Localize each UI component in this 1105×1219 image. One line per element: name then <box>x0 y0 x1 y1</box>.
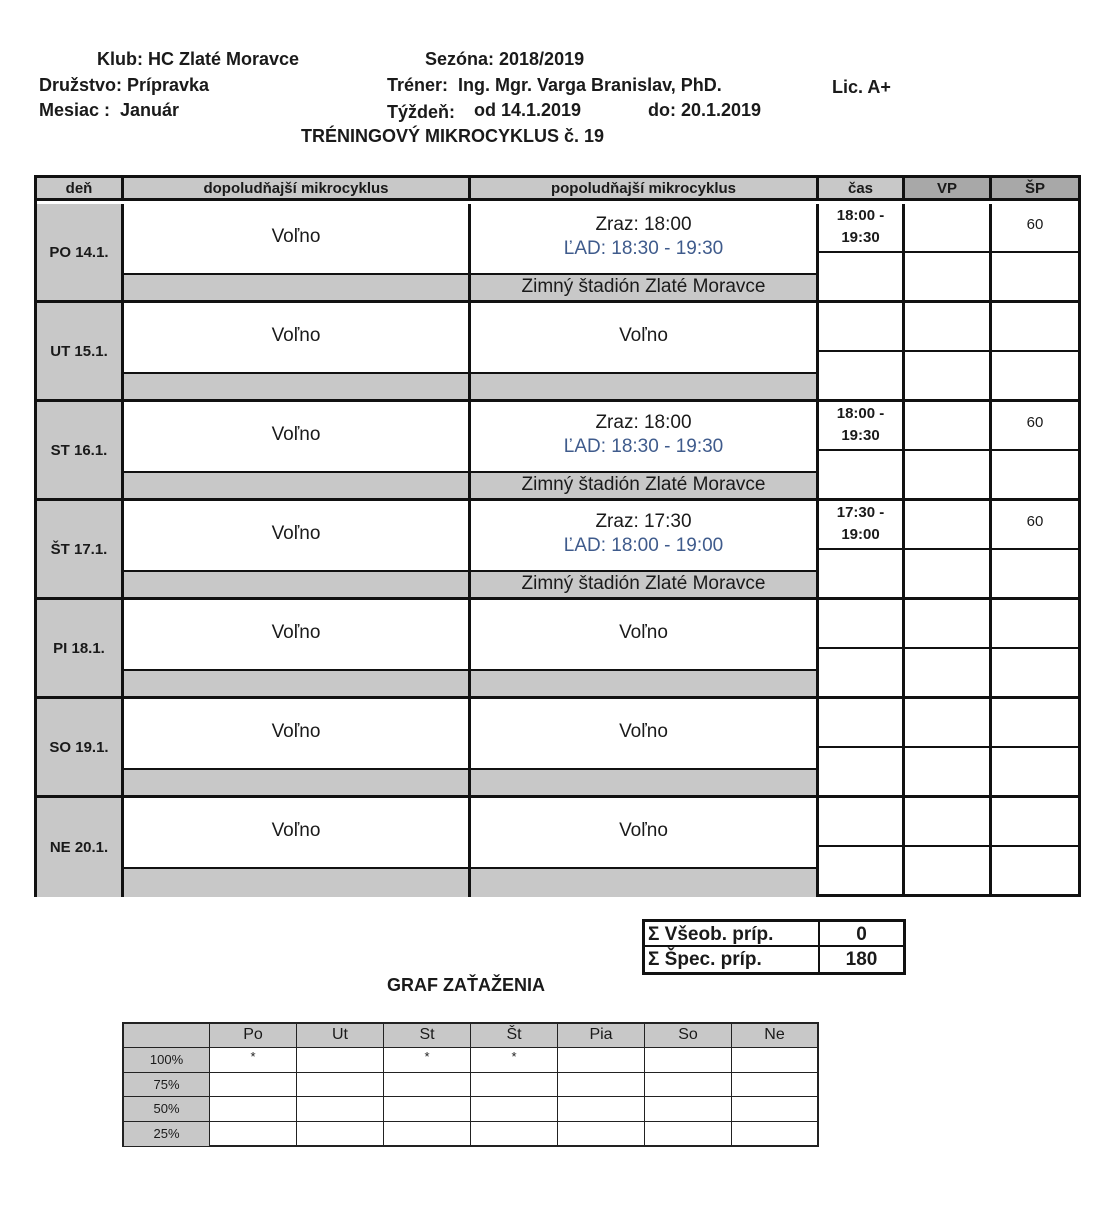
row-cell-time-lower <box>819 748 905 798</box>
graph-mark <box>732 1073 817 1098</box>
row-cell-time <box>819 303 905 352</box>
col-head-vp: VP <box>905 178 992 201</box>
time-start: 18:00 - <box>836 207 885 224</box>
graph-mark: * <box>210 1048 297 1073</box>
team: Družstvo: Prípravka <box>39 75 210 95</box>
afternoon-meet-time: Zraz: 17:30 <box>595 511 692 532</box>
row-cell-time-lower <box>819 649 905 699</box>
row-cell-sp <box>992 303 1078 352</box>
morning-strip <box>124 770 471 798</box>
row-cell-time-lower <box>819 451 905 501</box>
afternoon-place: Zimný štadión Zlaté Moravce <box>471 275 819 303</box>
row-cell-time <box>819 600 905 649</box>
morning-activity: Voľno <box>124 501 471 572</box>
row-cell-sp: 60 <box>992 402 1078 451</box>
morning-activity: Voľno <box>124 303 471 374</box>
row-cell-sp <box>992 798 1078 847</box>
graph-mark <box>645 1048 732 1073</box>
morning-strip <box>124 473 471 501</box>
time-end: 19:00 <box>841 526 880 543</box>
club-name: Klub: HC Zlaté Moravce <box>97 49 300 69</box>
graph-mark <box>384 1073 471 1098</box>
col-head-sp: ŠP <box>992 178 1078 201</box>
afternoon-meet-time: Zraz: 18:00 <box>595 214 692 235</box>
sums-table <box>642 919 906 975</box>
row-cell-time <box>819 798 905 847</box>
day-name: ST 16.1. <box>37 402 124 501</box>
graph-mark <box>471 1097 558 1122</box>
coach: Tréner: Ing. Mgr. Varga Branislav, PhD. <box>387 75 722 95</box>
row-cell-vp <box>905 501 992 550</box>
general-prep-label: Σ Všeob. príp. <box>645 922 820 947</box>
row-cell-vp <box>905 699 992 748</box>
afternoon-activity <box>471 501 819 572</box>
row-cell-vp-lower <box>905 649 992 699</box>
row-cell-time <box>819 402 905 451</box>
graph-day-header: Po <box>210 1024 297 1048</box>
afternoon-ice-time: ĽAD: 18:30 - 19:30 <box>563 436 724 457</box>
row-cell-vp-lower <box>905 352 992 402</box>
day-name: PO 14.1. <box>37 204 124 303</box>
graph-mark <box>732 1122 817 1147</box>
day-name: SO 19.1. <box>37 699 124 798</box>
row-cell-time-lower <box>819 352 905 402</box>
graph-mark <box>732 1097 817 1122</box>
afternoon-activity <box>471 303 819 374</box>
afternoon-meet-time: Zraz: 18:00 <box>595 412 692 433</box>
week-label: Týždeň: <box>387 102 456 122</box>
graph-mark <box>645 1073 732 1098</box>
graph-level-label: 25% <box>124 1122 210 1147</box>
afternoon-activity <box>471 600 819 671</box>
row-cell-vp <box>905 600 992 649</box>
graph-day-header: Ne <box>732 1024 817 1048</box>
row-cell-sp: 60 <box>992 204 1078 253</box>
row-cell-sp-lower <box>992 748 1078 798</box>
row-cell-vp <box>905 402 992 451</box>
graph-mark <box>384 1097 471 1122</box>
row-cell-time <box>819 204 905 253</box>
graph-mark <box>558 1073 645 1098</box>
load-graph-table <box>122 1022 819 1147</box>
graph-day-header: Pia <box>558 1024 645 1048</box>
special-prep-label: Σ Špec. príp. <box>645 947 820 972</box>
row-cell-time-lower <box>819 550 905 600</box>
week-from: od 14.1.2019 <box>474 100 582 120</box>
morning-activity: Voľno <box>124 402 471 473</box>
afternoon-place <box>471 770 819 798</box>
morning-activity: Voľno <box>124 600 471 671</box>
afternoon-place <box>471 374 819 402</box>
row-cell-vp-lower <box>905 451 992 501</box>
graph-corner <box>124 1024 210 1048</box>
row-cell-sp-lower <box>992 451 1078 501</box>
graph-mark <box>297 1048 384 1073</box>
graph-level-label: 75% <box>124 1073 210 1098</box>
license: Lic. A+ <box>832 77 891 97</box>
afternoon-ice-time: ĽAD: 18:00 - 19:00 <box>563 535 724 556</box>
afternoon-activity <box>471 402 819 473</box>
graph-mark <box>384 1122 471 1147</box>
afternoon-activity <box>471 699 819 770</box>
time-start: 17:30 - <box>836 504 885 521</box>
morning-strip <box>124 671 471 699</box>
row-cell-vp-lower <box>905 550 992 600</box>
row-cell-sp-lower <box>992 253 1078 303</box>
day-name: UT 15.1. <box>37 303 124 402</box>
afternoon-place <box>471 671 819 699</box>
graph-mark <box>210 1097 297 1122</box>
graph-mark <box>297 1122 384 1147</box>
morning-strip <box>124 572 471 600</box>
time-start: 18:00 - <box>836 405 885 422</box>
graph-day-header: St <box>384 1024 471 1048</box>
day-name: ŠT 17.1. <box>37 501 124 600</box>
graph-day-header: So <box>645 1024 732 1048</box>
row-cell-time <box>819 699 905 748</box>
morning-activity: Voľno <box>124 798 471 869</box>
row-cell-sp-lower <box>992 550 1078 600</box>
morning-activity: Voľno <box>124 699 471 770</box>
morning-strip <box>124 869 471 897</box>
graph-mark: * <box>384 1048 471 1073</box>
graph-mark <box>645 1097 732 1122</box>
graph-day-header: Ut <box>297 1024 384 1048</box>
row-cell-vp <box>905 204 992 253</box>
row-cell-sp <box>992 600 1078 649</box>
schedule-table <box>34 175 1081 897</box>
row-cell-sp-lower <box>992 649 1078 699</box>
row-cell-vp <box>905 798 992 847</box>
row-cell-sp-lower <box>992 847 1078 897</box>
afternoon-place: Zimný štadión Zlaté Moravce <box>471 572 819 600</box>
afternoon-activity <box>471 204 819 275</box>
graph-day-header: Št <box>471 1024 558 1048</box>
row-cell-sp: 60 <box>992 501 1078 550</box>
graph-mark <box>558 1048 645 1073</box>
graph-mark <box>732 1048 817 1073</box>
page-title: TRÉNINGOVÝ MIKROCYKLUS č. 19 <box>301 126 605 146</box>
graph-mark <box>297 1073 384 1098</box>
afternoon-rest: Voľno <box>619 721 668 742</box>
afternoon-rest: Voľno <box>619 325 668 346</box>
time-end: 19:30 <box>841 229 880 246</box>
general-prep-value: 0 <box>820 922 903 947</box>
col-head-time: čas <box>819 178 905 201</box>
graph-mark: * <box>471 1048 558 1073</box>
graph-mark <box>558 1097 645 1122</box>
graph-title: GRAF ZAŤAŽENIA <box>387 975 545 995</box>
row-cell-vp <box>905 303 992 352</box>
special-prep-value: 180 <box>845 949 878 970</box>
graph-mark <box>645 1122 732 1147</box>
row-cell-vp-lower <box>905 253 992 303</box>
graph-mark <box>297 1097 384 1122</box>
row-cell-time <box>819 501 905 550</box>
day-name: NE 20.1. <box>37 798 124 897</box>
graph-mark <box>558 1122 645 1147</box>
afternoon-rest: Voľno <box>619 820 668 841</box>
row-cell-time-lower <box>819 253 905 303</box>
morning-activity: Voľno <box>124 204 471 275</box>
col-head-morning: dopoludňajší mikrocyklus <box>124 178 471 201</box>
graph-mark <box>471 1073 558 1098</box>
season: Sezóna: 2018/2019 <box>425 49 585 69</box>
row-cell-sp <box>992 699 1078 748</box>
time-end: 19:30 <box>841 427 880 444</box>
row-cell-vp-lower <box>905 847 992 897</box>
graph-mark <box>471 1122 558 1147</box>
afternoon-place <box>471 869 819 897</box>
graph-level-label: 50% <box>124 1097 210 1122</box>
col-head-day: deň <box>37 178 124 201</box>
day-name: PI 18.1. <box>37 600 124 699</box>
afternoon-rest: Voľno <box>619 622 668 643</box>
graph-level-label: 100% <box>124 1048 210 1073</box>
afternoon-place: Zimný štadión Zlaté Moravce <box>471 473 819 501</box>
afternoon-ice-time: ĽAD: 18:30 - 19:30 <box>563 238 724 259</box>
morning-strip <box>124 275 471 303</box>
afternoon-activity <box>471 798 819 869</box>
graph-mark <box>210 1122 297 1147</box>
week-to: do: 20.1.2019 <box>648 100 762 120</box>
row-cell-sp-lower <box>992 352 1078 402</box>
month: Mesiac : Január <box>39 100 180 120</box>
graph-mark <box>210 1073 297 1098</box>
row-cell-vp-lower <box>905 748 992 798</box>
col-head-afternoon: popoludňajší mikrocyklus <box>471 178 819 201</box>
morning-strip <box>124 374 471 402</box>
row-cell-time-lower <box>819 847 905 897</box>
